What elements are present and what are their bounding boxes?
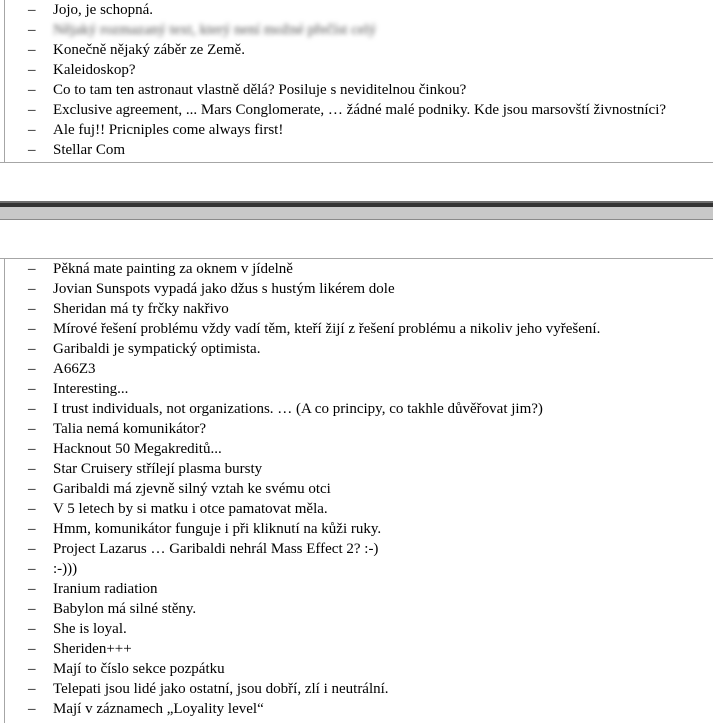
list-item-text: Garibaldi má zjevně silný vztah ke svému otci: [53, 481, 331, 497]
list-item: [0, 559, 713, 579]
list-item-text: She is loyal.: [53, 621, 127, 637]
bullet-dash: –: [28, 601, 36, 617]
bullet-dash: –: [28, 142, 36, 158]
list-item-text: Hmm, komunikátor funguje i při kliknutí na kůži ruky.: [53, 521, 382, 537]
document-page-top: [0, 0, 713, 163]
list-item-text: Kaleidoskop?: [53, 62, 136, 78]
bullet-list-bottom: [0, 259, 713, 719]
list-item: [0, 80, 713, 100]
list-item-text: Ale fuj!! Pricniples come always first!: [53, 122, 284, 138]
list-item: [0, 120, 713, 140]
list-item-text: Stellar Com: [53, 142, 126, 158]
list-item-text: Jojo, je schopná.: [53, 2, 153, 18]
bullet-dash: –: [28, 261, 36, 277]
list-item-text: Sheriden+++: [53, 641, 132, 657]
bullet-dash: –: [28, 681, 36, 697]
list-item: [0, 319, 713, 339]
bullet-dash: –: [28, 381, 36, 397]
bullet-dash: –: [28, 521, 36, 537]
list-item: [0, 399, 713, 419]
bullet-dash: –: [28, 581, 36, 597]
bullet-dash: –: [28, 561, 36, 577]
list-item: [0, 619, 713, 639]
bullet-dash: –: [28, 501, 36, 517]
list-item-text: Mají to číslo sekce pozpátku: [53, 661, 225, 677]
bullet-dash: –: [28, 461, 36, 477]
bullet-dash: –: [28, 361, 36, 377]
list-item-text: Talia nemá komunikátor?: [53, 421, 207, 437]
list-item-text: I trust individuals, not organizations. … (A co principy, co takhle důvěřovat jim?): [53, 401, 543, 417]
list-item-text: A66Z3: [53, 361, 96, 377]
bullet-dash: –: [28, 701, 36, 717]
list-item-text: Mírové řešení problému vždy vadí těm, kteří žijí z řešení problému a nikoliv jeho vyřešení.: [53, 321, 601, 337]
list-item: [0, 459, 713, 479]
list-item: [0, 359, 713, 379]
list-item: [0, 519, 713, 539]
list-item: [0, 419, 713, 439]
bullet-dash: –: [28, 621, 36, 637]
list-item-text: Interesting...: [53, 381, 129, 397]
bullet-dash: –: [28, 82, 36, 98]
list-item-text: Konečně nějaký záběr ze Země.: [53, 42, 245, 58]
bullet-dash: –: [28, 441, 36, 457]
list-item-text: Project Lazarus … Garibaldi nehrál Mass Effect 2? :-): [53, 541, 379, 557]
list-item-text: Babylon má silné stěny.: [53, 601, 197, 617]
list-item: [0, 439, 713, 459]
bullet-dash: –: [28, 22, 36, 38]
list-item: [0, 479, 713, 499]
list-item: [0, 299, 713, 319]
list-item-text: V 5 letech by si matku i otce pamatovat měla.: [53, 501, 328, 517]
bullet-dash: –: [28, 62, 36, 78]
bullet-dash: –: [28, 661, 36, 677]
list-item: [0, 259, 713, 279]
list-item-text: Telepati jsou lidé jako ostatní, jsou dobří, zlí i neutrální.: [53, 681, 389, 697]
bullet-list-top: [0, 0, 713, 160]
bullet-dash: –: [28, 42, 36, 58]
list-item-text: Iranium radiation: [53, 581, 158, 597]
bullet-dash: –: [28, 2, 36, 18]
bullet-dash: –: [28, 481, 36, 497]
list-item: [0, 639, 713, 659]
bullet-dash: –: [28, 421, 36, 437]
list-item: [0, 599, 713, 619]
list-item: [0, 699, 713, 719]
list-item-text: Co to tam ten astronaut vlastně dělá? Posiluje s neviditelnou činkou?: [53, 82, 467, 98]
bullet-dash: –: [28, 341, 36, 357]
list-item: [0, 539, 713, 559]
bullet-dash: –: [28, 301, 36, 317]
list-item: [0, 60, 713, 80]
list-item-text: Garibaldi je sympatický optimista.: [53, 341, 261, 357]
document-page-bottom: [0, 258, 713, 723]
list-item: [0, 40, 713, 60]
list-item: [0, 659, 713, 679]
bullet-dash: –: [28, 281, 36, 297]
bullet-dash: –: [28, 401, 36, 417]
list-item: [0, 679, 713, 699]
list-item: [0, 0, 713, 20]
page-separator-band: [0, 203, 713, 207]
list-item: [0, 20, 713, 40]
bullet-dash: –: [28, 541, 36, 557]
bullet-dash: –: [28, 641, 36, 657]
list-item: [0, 579, 713, 599]
list-item-text: Mají v záznamech „Loyality level“: [53, 701, 264, 717]
bullet-dash: –: [28, 122, 36, 138]
list-item-text: :-))): [53, 561, 78, 577]
list-item: [0, 100, 713, 120]
list-item-text: Jovian Sunspots vypadá jako džus s hustým likérem dole: [53, 281, 395, 297]
list-item-text: Exclusive agreement, ... Mars Conglomerate, … žádné malé podniky. Kde jsou marsovští živnostníci?: [53, 102, 667, 118]
list-item-text: Star Cruisery střílejí plasma bursty: [53, 461, 263, 477]
list-item-text: Pěkná mate painting za oknem v jídelně: [53, 261, 293, 277]
list-item: [0, 339, 713, 359]
list-item: [0, 279, 713, 299]
list-item-text: Sheridan má ty frčky nakřivo: [53, 301, 229, 317]
list-item-text: Hacknout 50 Megakreditů...: [53, 441, 222, 457]
list-item-text-redacted: Nějaký rozmazaný text, který není možné přečíst celý: [53, 22, 377, 38]
bullet-dash: –: [28, 321, 36, 337]
list-item: [0, 499, 713, 519]
list-item: [0, 140, 713, 160]
bullet-dash: –: [28, 102, 36, 118]
list-item: [0, 379, 713, 399]
page-separator: [0, 201, 713, 220]
